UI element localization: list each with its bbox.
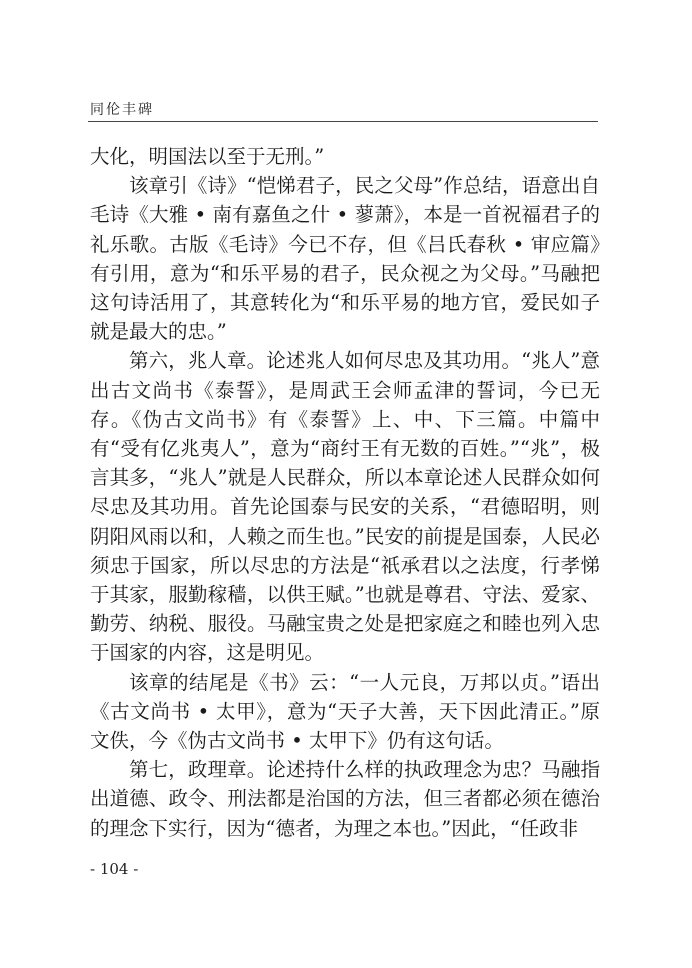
page-number: - 104 -: [90, 860, 139, 878]
paragraph: 该章的结尾是《书》云：“一人元良，万邦以贞。”语出《古文尚书 • 太甲》，意为“天子大善，天下因此清正。”原文佚，今《伪古文尚书 • 太甲下》仍有这句话。: [90, 670, 600, 753]
paragraph: 第六，兆人章。论述兆人如何尽忠及其功用。“兆人”意出古文尚书《泰誓》，是周武王会师孟津的誓词，今已无存。《伪古文尚书》有《泰誓》上、中、下三篇。中篇中有“受有亿兆夷人”，意为“商纣王有无数的百姓。”“兆”，极言其多，“兆人”就是人民群众，所以本章论述人民群众如何尽忠及其功用。首先论国泰与民安的关系，“君德昭明，则阴阳风雨以和，人赖之而生也。”民安的前提是国泰，人民必须忠于国家，所以尽忠的方法是“祇承君以之法度，行孝悌于其家，服勤稼穑，以供王赋。”也就是尊君、守法、爱家、勤劳、纳税、服役。马融宝贵之处是把家庭之和睦也列入忠于国家的内容，这是明见。: [90, 349, 600, 665]
paragraph: 大化，明国法以至于无刑。”: [90, 145, 325, 168]
header-rule: [88, 121, 598, 122]
paragraph: 该章引《诗》“恺悌君子，民之父母”作总结，语意出自毛诗《大雅 • 南有嘉鱼之什 • 蓼萧》，本是一首祝福君子的礼乐歌。古版《毛诗》今已不存，但《吕氏春秋 • 审应篇》有引用，意为“和乐平易的君子，民众视之为父母。”马融把这句诗活用了，其意转化为“和乐平易的地方官，爱民如子就是最大的忠。”: [90, 174, 600, 344]
paragraph: 第七，政理章。论述持什么样的执政理念为忠？马融指出道德、政令、刑法都是治国的方法，但三者都必须在德治的理念下实行，因为“德者，为理之本也。”因此，“任政非: [90, 758, 600, 840]
body-text: [90, 142, 600, 843]
running-head-title: 同伦丰碑: [90, 102, 154, 118]
